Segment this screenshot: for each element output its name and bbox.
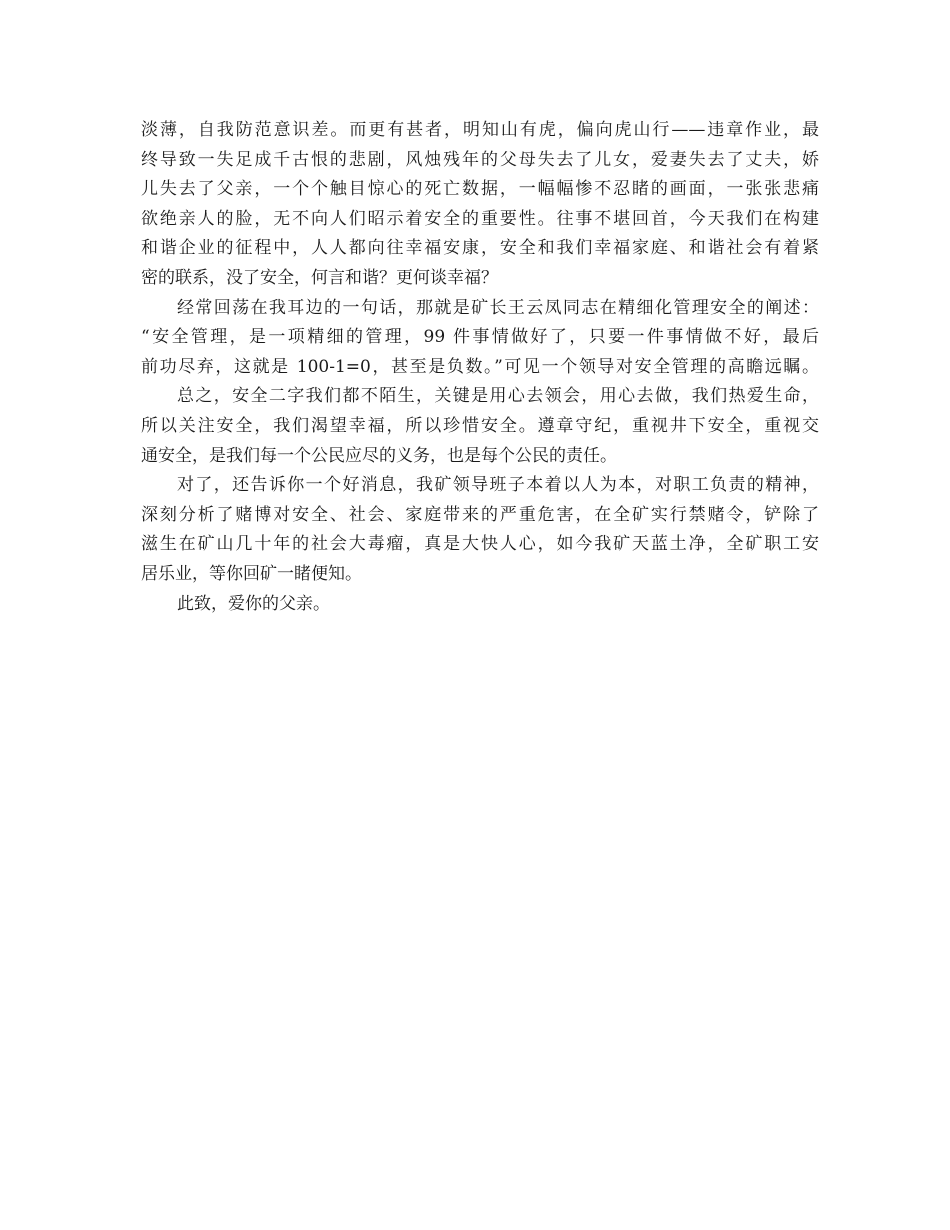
text-line: 滋生在矿山几十年的社会大毒瘤，真是大快人心，如今我矿天蓝土净，全矿职工安 [141, 534, 819, 555]
text-line: 前功尽弃，这就是 100-1=0，甚至是负数。”可见一个领导对安全管理的高瞻远瞩。 [141, 356, 819, 377]
text-line: 所以关注安全，我们渴望幸福，所以珍惜安全。遵章守纪，重视井下安全，重视交 [141, 415, 819, 436]
letter-body [141, 116, 819, 619]
text-line: 和谐企业的征程中，人人都向往幸福安康，安全和我们幸福家庭、和谐社会有着紧 [141, 238, 819, 259]
text-line: 儿失去了父亲，一个个触目惊心的死亡数据，一幅幅惨不忍睹的画面，一张张悲痛 [141, 179, 819, 200]
text-line: “安全管理，是一项精细的管理，99 件事情做好了，只要一件事情做不好，最后 [141, 327, 819, 348]
text-line: 终导致一失足成千古恨的悲剧，风烛残年的父母失去了儿女，爱妻失去了丈夫，娇 [141, 149, 819, 170]
text-line: 淡薄，自我防范意识差。而更有甚者，明知山有虎，偏向虎山行——违章作业，最 [141, 120, 819, 140]
paragraph-first-line: 对了，还告诉你一个好消息，我矿领导班子本着以人为本，对职工负责的精神， [177, 475, 819, 496]
closing-line: 此致，爱你的父亲。 [177, 593, 330, 614]
paragraph-first-line: 总之，安全二字我们都不陌生，关键是用心去领会，用心去做，我们热爱生命， [177, 386, 819, 407]
text-line: 深刻分析了赌博对安全、社会、家庭带来的严重危害，在全矿实行禁赌令，铲除了 [141, 504, 819, 525]
text-line: 密的联系，没了安全，何言和谐？更何谈幸福？ [141, 267, 498, 288]
text-line: 通安全，是我们每一个公民应尽的义务，也是每个公民的责任。 [141, 445, 617, 466]
text-line: 居乐业，等你回矿一睹便知。 [141, 563, 362, 584]
paragraph-first-line: 经常回荡在我耳边的一句话，那就是矿长王云凤同志在精细化管理安全的阐述： [177, 297, 819, 318]
text-line: 欲绝亲人的脸，无不向人们昭示着安全的重要性。往事不堪回首，今天我们在构建 [141, 208, 819, 229]
